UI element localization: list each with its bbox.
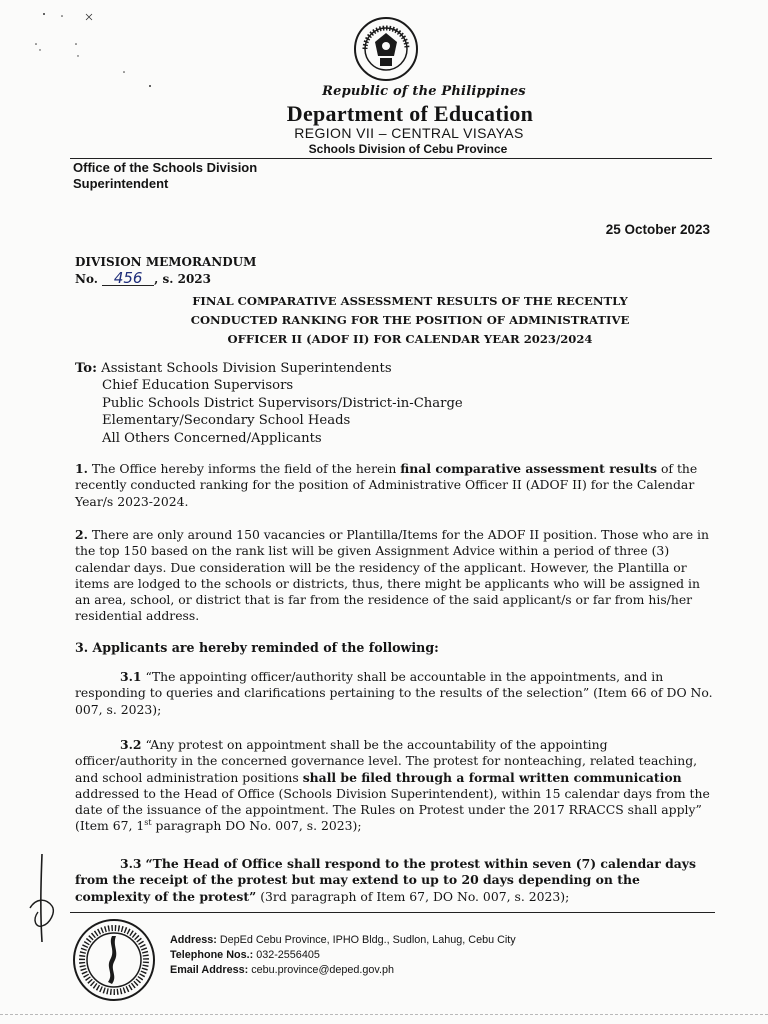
superscript: st [144,818,152,828]
department-name: Department of Education [286,101,534,126]
paragraph-text: “Any protest on appointment shall be the accountability of the appointing officer/authority in the concerned governance level. The protest for nonteaching, related teaching, and school administration positions [75,737,698,785]
division-line: Schools Division of Cebu Province [308,142,508,156]
footer-rule [70,912,715,913]
paragraph-bold-text: final comparative assessment results [400,461,657,476]
subject-line-1: FINAL COMPARATIVE ASSESSMENT RESULTS OF THE RECENTLY [192,294,628,308]
memo-series: , s. 2023 [154,272,212,286]
paragraph-1 [75,461,713,510]
office-line-1: Office of the Schools Division [73,160,258,175]
paragraph-3-heading: 3. Applicants are hereby reminded of the following: [75,640,439,655]
phone-value: 032-2556405 [256,949,320,961]
office-line-2: Superintendent [73,176,169,191]
email-label: Email Address: [170,964,249,976]
recipient-item: All Others Concerned/Applicants [102,430,322,446]
republic-line: Republic of the Philippines [322,84,526,99]
paragraph-number: 3.1 [120,669,142,684]
header-rule [70,158,712,159]
phone-label: Telephone Nos.: [170,949,254,961]
address-label: Address: [170,934,217,946]
recipients-label: To: [75,361,97,376]
address-value: DepEd Cebu Province, IPHO Bldg., Sudlon, Lahug, Cebu City [219,934,516,946]
paragraph-bold-text: shall be filed through a formal written communication [302,769,682,785]
memo-type: DIVISION MEMORANDUM [75,255,257,269]
region-line: REGION VII – CENTRAL VISAYAS [294,125,524,141]
memo-number-block [75,254,256,288]
email-value[interactable]: cebu.province@deped.gov.ph [251,964,395,976]
memo-no-label: No. [75,272,98,286]
paragraph-number: 3.3 [120,856,142,871]
deped-seal-icon [353,16,419,82]
cebu-division-seal-icon [72,918,156,1002]
paragraph-bold-text: “The Head of Office shall respond to the protest within seven (7) calendar days from the receipt of the protest but may extend to up to 20 days depending on the complexity of the protest” [75,856,696,904]
recipient-item: Public Schools District Supervisors/District-in-Charge [102,395,463,411]
paragraph-text: of the recently conducted ranking for the position of Administrative Officer II (ADOF II) for the Calendar Year/s 2023-2024. [75,461,698,509]
paragraph-3-3 [75,856,713,905]
paragraph-text: There are only around 150 vacancies or Plantilla/Items for the ADOF II position. Those who are in the top 150 based on the rank list will be given Assignment Advice within a period of three (3) calendar days. Due consideration will be the residency of the applicant. However, the Plantilla or items are lodged to the schools or districts, thus, there might be applicants who will be assigned in an area, school, or district that is far from the residence of the said applicant/s or far from his/her residential address. [75,527,709,624]
memo-date: 25 October 2023 [605,222,710,237]
scan-specks [0,0,160,90]
subject-line-3: OFFICER II (ADOF II) FOR CALENDAR YEAR 2023/2024 [227,332,593,346]
recipients-block [75,360,463,447]
paragraph-text: paragraph DO No. 007, s. 2023); [155,818,362,834]
paragraph-text: “The appointing officer/authority shall be accountable in the appointments, and in responding to queries and clarifications pertaining to the results of the selection” (Item 66 of DO No. 007, s. 2023); [75,669,713,717]
memo-no-handwritten: 456 [102,271,154,286]
paragraph-number: 3.2 [120,737,142,752]
paragraph-3-1 [75,669,713,718]
handwritten-pen-mark [28,850,68,950]
paragraph-text: The Office hereby informs the field of the herein [91,461,397,476]
recipient-item: Elementary/Secondary School Heads [102,413,351,429]
memo-subject [120,292,700,349]
paragraph-text: addressed to the Head of Office (Schools Division Superintendent), within 15 calendar days from the date of the issuance of the appointment. The Rules on Protest under the 2017 RRACCS shall apply” (Item 67, 1 [75,785,710,834]
paragraph-number: 2. [75,527,88,542]
paragraph-2 [75,527,713,625]
paragraph-3-2 [75,737,713,835]
recipient-item: Chief Education Supervisors [102,378,294,394]
recipient-item: Assistant Schools Division Superintendents [101,361,392,376]
paragraph-text: (3rd paragraph of Item 67, DO No. 007, s. 2023); [260,888,570,904]
office-label [73,160,313,192]
scan-edge-line [0,1014,768,1015]
footer-contact [170,933,516,978]
subject-line-2: CONDUCTED RANKING FOR THE POSITION OF ADMINISTRATIVE [190,313,630,327]
paragraph-number: 1. [75,461,88,476]
